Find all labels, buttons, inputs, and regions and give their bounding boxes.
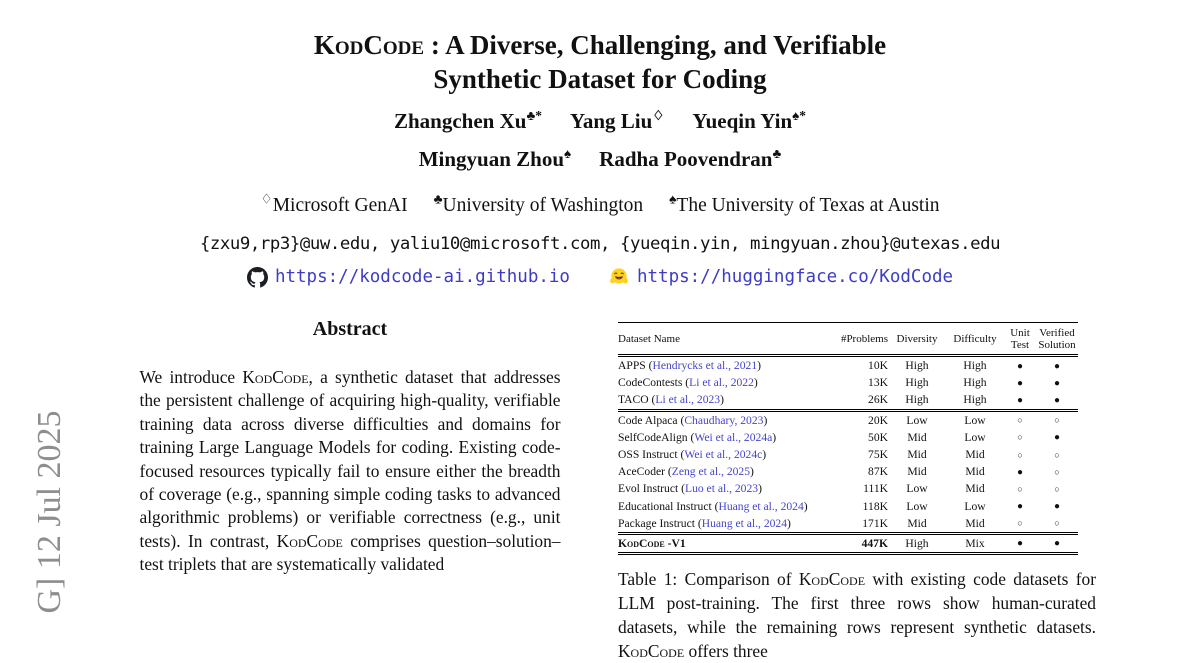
difficulty-cell: Low	[964, 413, 986, 427]
title-line-1: KodCode : A Diverse, Challenging, and Verifiable	[313, 30, 887, 60]
table-group-1	[618, 356, 1078, 411]
diversity-cell: Mid	[907, 448, 927, 462]
author-name: Yueqin Yin♠*	[692, 108, 807, 133]
author-mark: ♣*	[526, 108, 542, 123]
verified-solution-cell	[1036, 515, 1078, 534]
link-url[interactable]: https://kodcode-ai.github.io	[274, 267, 570, 287]
unit-test-cell	[1004, 446, 1036, 463]
table-column	[618, 318, 1100, 663]
affiliation-mark: ♠	[669, 191, 677, 207]
open-circle-marker: ○	[1054, 518, 1060, 529]
author-emails: {zxu9,rp3}@uw.edu, yaliu10@microsoft.com, {yueqin.yin, mingyuan.zhou}@utexas.edu	[199, 234, 1001, 254]
huggingface-icon	[608, 266, 630, 288]
github-link[interactable]	[247, 267, 570, 288]
diversity-cell: Low	[906, 482, 928, 496]
table-row	[618, 446, 1078, 463]
dataset-name-cell: OSS Instruct (Wei et al., 2024c)	[618, 448, 767, 462]
diversity-cell: High	[888, 391, 946, 410]
huggingface-link[interactable]	[608, 266, 953, 288]
filled-circle-marker: ●	[1053, 394, 1061, 406]
open-circle-marker: ○	[1054, 483, 1060, 494]
two-column-body	[0, 318, 1200, 663]
difficulty-cell: Mid	[965, 465, 985, 479]
verified-solution-cell	[1036, 429, 1078, 446]
filled-circle-marker: ●	[1053, 501, 1061, 513]
difficulty-cell: High	[963, 359, 987, 373]
citation-link[interactable]: Li et al., 2022	[689, 376, 754, 390]
diversity-cell: Low	[906, 499, 928, 513]
problems-cell: 447K	[861, 536, 888, 550]
affiliations-row	[0, 191, 1200, 217]
author-name: Zhangchen Xu♣*	[393, 108, 542, 133]
difficulty-cell: Low	[964, 499, 986, 513]
affiliation: ♣University of Washington	[433, 191, 644, 216]
filled-circle-marker: ●	[1053, 432, 1061, 444]
title-line-2: Synthetic Dataset for Coding	[433, 64, 767, 94]
verified-solution-cell	[1036, 446, 1078, 463]
dataset-name-cell: SelfCodeAlign (Wei et al., 2024a)	[618, 430, 777, 444]
citation-link[interactable]: Luo et al., 2023	[684, 482, 759, 496]
diversity-cell: High	[905, 536, 929, 550]
affiliation-mark: ♣	[433, 191, 443, 207]
diversity-cell: High	[905, 359, 929, 373]
diversity-cell: Mid	[888, 515, 946, 534]
author-row-1	[0, 109, 1200, 134]
paper-title	[0, 28, 1200, 96]
filled-circle-marker: ●	[1016, 466, 1024, 478]
author-name: Yang Liu♢	[570, 108, 665, 133]
difficulty-cell: High	[946, 391, 1004, 410]
difficulty-cell: High	[963, 376, 987, 390]
header-problems: #Problems	[830, 323, 888, 356]
table-group-3	[618, 533, 1078, 553]
unit-test-cell	[1004, 463, 1036, 480]
citation-link[interactable]: Hendrycks et al., 2021	[652, 359, 758, 373]
table-caption: Table 1: Comparison of KodCode with existing code datasets for LLM post-training. The first three rows show human-curated datasets, while the remaining rows represent synthetic datasets. KodCode offers three	[618, 569, 1096, 662]
open-circle-marker: ○	[1054, 415, 1060, 426]
filled-circle-marker: ●	[1053, 538, 1061, 550]
table-row	[618, 480, 1078, 497]
unit-test-cell	[1004, 391, 1036, 410]
dataset-name-cell: APPS (Hendrycks et al., 2021)	[618, 359, 761, 373]
author-mark: ♣	[772, 146, 782, 161]
citation-link[interactable]: Zeng et al., 2025	[671, 465, 751, 479]
filled-circle-marker: ●	[1016, 538, 1024, 550]
citation-link[interactable]: Wei et al., 2024a	[694, 430, 773, 444]
difficulty-cell: Mid	[965, 482, 985, 496]
filled-circle-marker: ●	[1016, 394, 1024, 406]
open-circle-marker: ○	[1017, 449, 1023, 460]
table-row	[618, 356, 1078, 375]
unit-test-cell	[1004, 498, 1036, 515]
problems-cell: 20K	[868, 413, 888, 427]
author-row-2	[0, 147, 1200, 172]
verified-solution-cell	[1036, 374, 1078, 391]
table-group-2	[618, 410, 1078, 533]
filled-circle-marker: ●	[1016, 501, 1024, 513]
verified-solution-cell	[1036, 480, 1078, 497]
diversity-cell: Mid	[907, 465, 927, 479]
citation-link[interactable]: Huang et al., 2024	[718, 499, 804, 513]
verified-solution-cell	[1036, 356, 1078, 375]
verified-solution-cell	[1036, 498, 1078, 515]
open-circle-marker: ○	[1054, 466, 1060, 477]
unit-test-cell	[1004, 429, 1036, 446]
unit-test-cell	[1004, 480, 1036, 497]
verified-solution-cell	[1036, 410, 1078, 429]
difficulty-cell: Mid	[946, 515, 1004, 534]
table-row	[618, 515, 1078, 534]
unit-test-cell	[1004, 533, 1036, 553]
open-circle-marker: ○	[1054, 449, 1060, 460]
abstract-column	[95, 318, 605, 663]
header-difficulty: Difficulty	[946, 323, 1004, 356]
header-unit-test: Unit Test	[1004, 323, 1036, 356]
difficulty-cell: Mid	[965, 448, 985, 462]
dataset-name-cell: Code Alpaca (Chaudhary, 2023)	[618, 413, 768, 427]
header-dataset-name: Dataset Name	[618, 323, 830, 356]
unit-test-cell	[1004, 356, 1036, 375]
table-row	[618, 463, 1078, 480]
filled-circle-marker: ●	[1016, 377, 1024, 389]
github-icon	[247, 267, 268, 288]
problems-cell: 13K	[868, 376, 888, 390]
table-row	[618, 498, 1078, 515]
problems-cell: 118K	[862, 499, 888, 513]
citation-link[interactable]: Chaudhary, 2023	[684, 413, 764, 427]
problems-cell: 171K	[830, 515, 888, 534]
affiliation-mark: ♢	[260, 191, 273, 207]
dataset-name-cell: TACO (Li et al., 2023)	[618, 391, 830, 410]
dataset-name-cell: Educational Instruct (Huang et al., 2024)	[618, 499, 808, 513]
header-diversity: Diversity	[888, 323, 946, 356]
dataset-name-cell: Evol Instruct (Luo et al., 2023)	[618, 482, 762, 496]
table-row	[618, 533, 1078, 553]
unit-test-cell	[1004, 410, 1036, 429]
arxiv-watermark: G] 12 Jul 2025	[31, 410, 68, 614]
dataset-name-cell: KodCode -V1	[618, 536, 686, 550]
dataset-comparison-table	[618, 322, 1078, 555]
affiliation: ♢Microsoft GenAI	[260, 191, 408, 216]
citation-link[interactable]: Li et al., 2023	[655, 393, 721, 407]
problems-cell: 87K	[868, 465, 888, 479]
filled-circle-marker: ●	[1016, 360, 1024, 372]
author-mark: ♢	[652, 108, 665, 123]
affiliation: ♠The University of Texas at Austin	[669, 191, 940, 216]
citation-link[interactable]: Huang et al., 2024	[701, 516, 788, 530]
dataset-name-cell: CodeContests (Li et al., 2022)	[618, 376, 758, 390]
table-row	[618, 374, 1078, 391]
resource-links-row	[0, 266, 1200, 288]
table-row	[618, 391, 1078, 410]
open-circle-marker: ○	[1017, 483, 1023, 494]
open-circle-marker: ○	[1017, 518, 1023, 529]
author-mark: ♠*	[792, 108, 807, 123]
verified-solution-cell	[1036, 533, 1078, 553]
diversity-cell: Low	[906, 413, 928, 427]
table-row	[618, 429, 1078, 446]
table-row	[618, 410, 1078, 429]
problems-cell: 26K	[830, 391, 888, 410]
filled-circle-marker: ●	[1053, 377, 1061, 389]
diversity-cell: High	[905, 376, 929, 390]
abstract-text: We introduce KodCode, a synthetic dataset that addresses the persistent challenge of acquiring high-quality, verifiable training data across diverse difficulties and domains for training Large Language Models for coding. Existing code-focused resources typically fail to ensure either the breadth of coverage (e.g., spanning simple coding tasks to advanced algorithmic problems) or verifiable correctness (e.g., unit tests). In contrast, KodCode comprises question–solution–test triplets that are systematically validated	[139, 367, 561, 575]
verified-solution-cell	[1036, 463, 1078, 480]
author-name: Radha Poovendran♣	[599, 146, 782, 171]
open-circle-marker: ○	[1017, 415, 1023, 426]
diversity-cell: Mid	[907, 430, 927, 444]
dataset-name-cell: Package Instruct (Huang et al., 2024)	[618, 515, 830, 534]
problems-cell: 50K	[868, 430, 888, 444]
verified-solution-cell	[1036, 391, 1078, 410]
problems-cell: 111K	[863, 482, 888, 496]
difficulty-cell: Mix	[965, 536, 985, 550]
problems-cell: 75K	[868, 448, 888, 462]
citation-link[interactable]: Wei et al., 2024c	[684, 448, 763, 462]
unit-test-cell	[1004, 374, 1036, 391]
table-header	[618, 323, 1078, 356]
author-name: Mingyuan Zhou♠	[418, 146, 572, 171]
abstract-heading: Abstract	[312, 318, 388, 340]
link-url[interactable]: https://huggingface.co/KodCode	[636, 267, 954, 287]
header-verified-solution: Verified Solution	[1036, 323, 1078, 356]
dataset-name-cell: AceCoder (Zeng et al., 2025)	[618, 465, 754, 479]
problems-cell: 10K	[868, 359, 888, 373]
author-mark: ♠	[564, 146, 572, 161]
unit-test-cell	[1004, 515, 1036, 534]
table-header-row	[618, 323, 1078, 356]
difficulty-cell: Low	[964, 430, 986, 444]
open-circle-marker: ○	[1017, 432, 1023, 443]
filled-circle-marker: ●	[1053, 360, 1061, 372]
